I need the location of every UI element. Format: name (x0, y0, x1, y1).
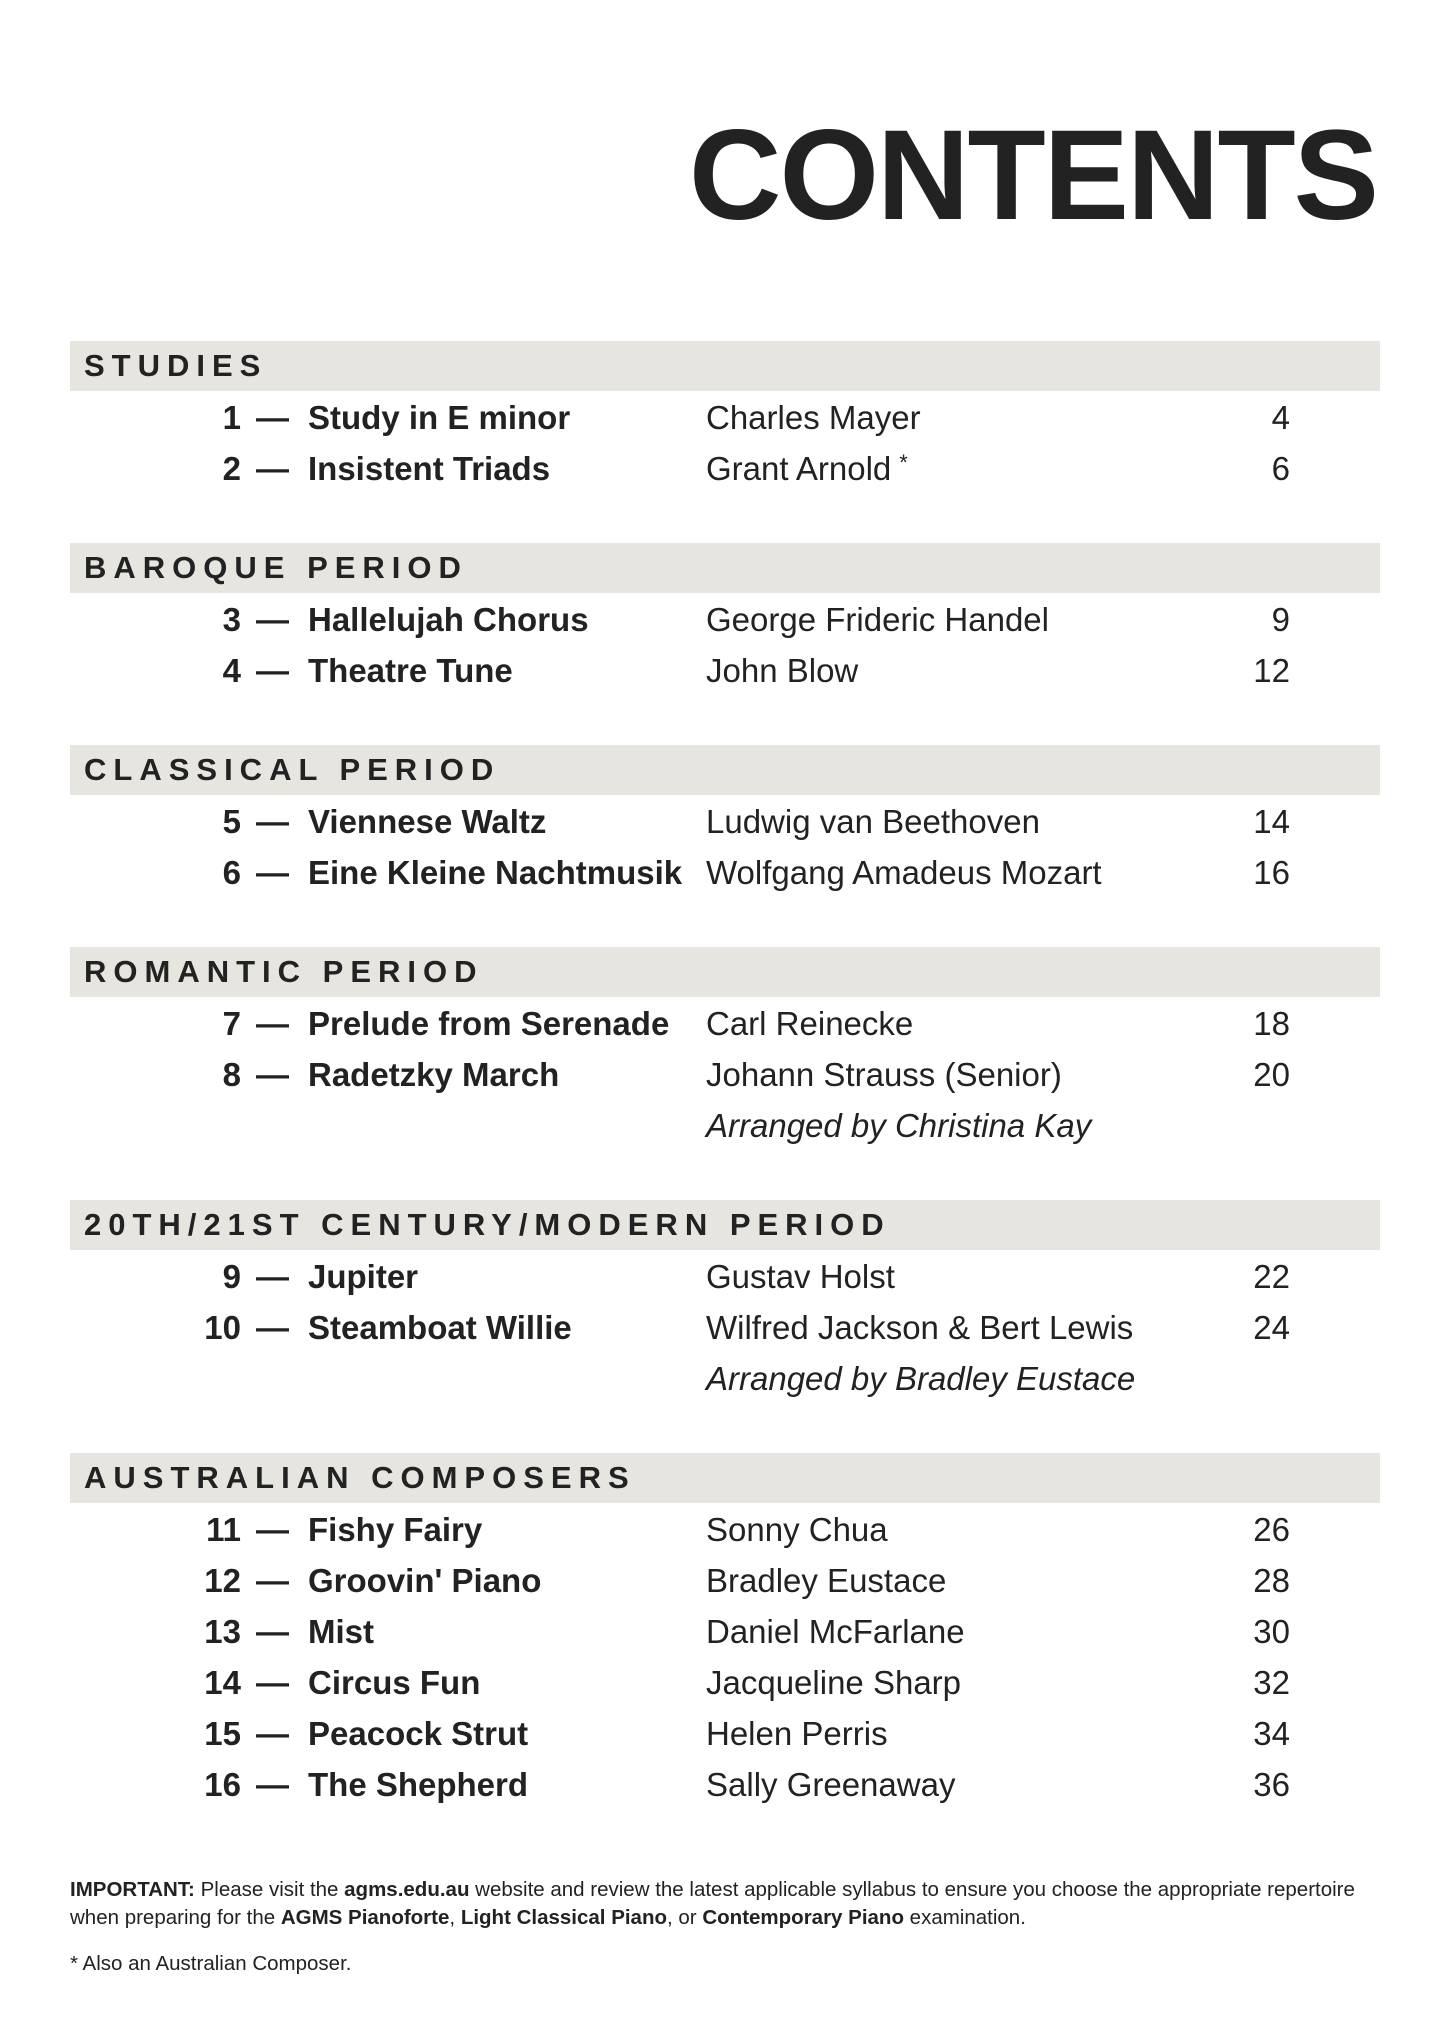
note-text-3: examination. (903, 1906, 1026, 1929)
entry-title: Insistent Triads (308, 450, 551, 487)
entry-dash: — (256, 1562, 289, 1599)
entry-composer (706, 601, 1049, 639)
entry-title: Fishy Fairy (308, 1511, 483, 1548)
entry-title: Steamboat Willie (308, 1309, 572, 1346)
entry-page: 4 (1271, 399, 1290, 436)
entry-dash: — (256, 1005, 289, 1042)
composer-name: John Blow (706, 652, 859, 689)
entry-page: 20 (1253, 1056, 1290, 1093)
note-sep-2: , or (667, 1906, 703, 1929)
exam-pianoforte: AGMS Pianoforte (280, 1906, 450, 1929)
important-note (70, 1876, 1380, 1932)
section-heading: BAROQUE PERIOD (70, 543, 1380, 593)
contents-section (70, 341, 1380, 493)
entry-composer (706, 652, 858, 690)
contents-entry[interactable] (70, 644, 1380, 695)
important-label: IMPORTANT: (70, 1878, 195, 1901)
entry-dash: — (256, 1258, 289, 1295)
entry-composer (706, 1309, 1133, 1347)
contents-section (70, 947, 1380, 1150)
entry-page: 24 (1253, 1309, 1290, 1346)
page-title: CONTENTS (689, 104, 1377, 247)
entry-title: Study in E minor (308, 399, 571, 436)
entry-dash: — (256, 803, 289, 840)
contents-entry[interactable] (70, 1301, 1380, 1352)
entry-page: 9 (1271, 601, 1290, 638)
contents-entry[interactable] (70, 795, 1380, 846)
entry-number: 14 (204, 1664, 241, 1701)
entry-page: 36 (1253, 1766, 1290, 1803)
entry-page: 22 (1253, 1258, 1290, 1295)
entry-composer (706, 854, 1102, 892)
entry-number: 12 (204, 1562, 241, 1599)
section-heading: STUDIES (70, 341, 1380, 391)
entry-title: Mist (308, 1613, 374, 1650)
entry-composer (706, 1664, 961, 1702)
section-heading: 20TH/21ST CENTURY/MODERN PERIOD (70, 1200, 1380, 1250)
entry-number: 10 (204, 1309, 241, 1346)
entry-composer (706, 1258, 895, 1296)
entry-number: 13 (204, 1613, 241, 1650)
composer-name: Wilfred Jackson & Bert Lewis (706, 1309, 1134, 1346)
entry-title: Circus Fun (308, 1664, 481, 1701)
contents-entry[interactable] (70, 1048, 1380, 1099)
entry-number: 6 (222, 854, 241, 891)
section-heading: ROMANTIC PERIOD (70, 947, 1380, 997)
note-text-2: website and review the latest applicable syllabus to ensure you choose the appropriate repertoire when preparing for the (70, 1878, 1355, 1929)
entry-page: 34 (1253, 1715, 1290, 1752)
contents-entry[interactable] (70, 391, 1380, 442)
entry-dash: — (256, 1309, 289, 1346)
entry-composer (706, 803, 1040, 841)
composer-name: Ludwig van Beethoven (706, 803, 1040, 840)
contents-entry[interactable] (70, 1707, 1380, 1758)
exam-contemporary: Contemporary Piano (702, 1906, 904, 1929)
contents-entry[interactable] (70, 1758, 1380, 1809)
entry-number: 4 (222, 652, 241, 689)
entry-dash: — (256, 1664, 289, 1701)
entry-composer (706, 1613, 965, 1651)
composer-name: Grant Arnold (706, 450, 892, 487)
composer-name: George Frideric Handel (706, 601, 1049, 638)
entry-page: 18 (1253, 1005, 1290, 1042)
entry-composer (706, 1715, 888, 1753)
contents-entry[interactable] (70, 1605, 1380, 1656)
entry-title: Hallelujah Chorus (308, 601, 589, 638)
arranger-row (70, 1352, 1380, 1403)
entry-number: 9 (222, 1258, 241, 1295)
entry-title: Jupiter (308, 1258, 419, 1295)
composer-name: Carl Reinecke (706, 1005, 914, 1042)
contents-entry[interactable] (70, 1250, 1380, 1301)
entry-composer (706, 450, 908, 488)
contents-list (70, 341, 1380, 1859)
entry-page: 16 (1253, 854, 1290, 891)
composer-name: Sonny Chua (706, 1511, 888, 1548)
exam-light-classical: Light Classical Piano (460, 1906, 668, 1929)
entry-number: 16 (204, 1766, 241, 1803)
entry-dash: — (256, 1715, 289, 1752)
contents-entry[interactable] (70, 1656, 1380, 1707)
entry-dash: — (256, 854, 289, 891)
entry-number: 5 (222, 803, 241, 840)
entry-number: 1 (222, 399, 241, 436)
entry-dash: — (256, 399, 289, 436)
entry-title: Groovin' Piano (308, 1562, 542, 1599)
entry-title: Theatre Tune (308, 652, 513, 689)
composer-name: Wolfgang Amadeus Mozart (706, 854, 1102, 891)
contents-entry[interactable] (70, 846, 1380, 897)
entry-number: 8 (222, 1056, 241, 1093)
entry-number: 15 (204, 1715, 241, 1752)
entry-dash: — (256, 1766, 289, 1803)
entry-composer (706, 1056, 1062, 1094)
contents-section (70, 1200, 1380, 1403)
entry-page: 14 (1253, 803, 1290, 840)
entry-page: 26 (1253, 1511, 1290, 1548)
contents-section (70, 745, 1380, 897)
composer-name: Helen Perris (706, 1715, 888, 1752)
entry-number: 11 (206, 1511, 241, 1548)
composer-name: Johann Strauss (Senior) (706, 1056, 1062, 1093)
arranger-row (70, 1099, 1380, 1150)
entry-title: Peacock Strut (308, 1715, 529, 1752)
entry-page: 12 (1253, 652, 1290, 689)
entry-title: The Shepherd (308, 1766, 529, 1803)
entry-title: Prelude from Serenade (308, 1005, 670, 1042)
entry-composer (706, 1005, 913, 1043)
entry-composer (706, 1562, 946, 1600)
note-sep-1: , (449, 1906, 461, 1929)
entry-number: 7 (222, 1005, 241, 1042)
entry-page: 28 (1253, 1562, 1290, 1599)
entry-dash: — (256, 1056, 289, 1093)
entry-composer (706, 399, 921, 437)
note-text-1: Please visit the (194, 1878, 345, 1901)
contents-section (70, 1453, 1380, 1809)
contents-entry[interactable] (70, 997, 1380, 1048)
footnote: * Also an Australian Composer. (70, 1952, 352, 1975)
section-heading: AUSTRALIAN COMPOSERS (70, 1453, 1380, 1503)
entry-title: Eine Kleine Nachtmusik (308, 854, 683, 891)
contents-entry[interactable] (70, 442, 1380, 493)
composer-name: Bradley Eustace (706, 1562, 947, 1599)
entry-dash: — (256, 652, 289, 689)
composer-name: Sally Greenaway (706, 1766, 956, 1803)
composer-name: Jacqueline Sharp (706, 1664, 962, 1701)
composer-name: Daniel McFarlane (706, 1613, 965, 1650)
contents-entry[interactable] (70, 1554, 1380, 1605)
entry-page: 6 (1271, 450, 1290, 487)
contents-entry[interactable] (70, 593, 1380, 644)
entry-dash: — (256, 1613, 289, 1650)
section-heading: CLASSICAL PERIOD (70, 745, 1380, 795)
composer-name: Charles Mayer (706, 399, 921, 436)
composer-asterisk: * (899, 450, 908, 475)
entry-composer (706, 1511, 888, 1549)
entry-page: 32 (1253, 1664, 1290, 1701)
entry-number: 3 (222, 601, 241, 638)
website-link[interactable]: agms.edu.au (344, 1878, 470, 1901)
entry-title: Viennese Waltz (308, 803, 547, 840)
composer-name: Gustav Holst (706, 1258, 895, 1295)
contents-section (70, 543, 1380, 695)
entry-dash: — (256, 1511, 289, 1548)
contents-entry[interactable] (70, 1503, 1380, 1554)
entry-arranger: Arranged by Bradley Eustace (706, 1360, 1136, 1397)
entry-dash: — (256, 450, 289, 487)
entry-arranger: Arranged by Christina Kay (706, 1107, 1092, 1144)
entry-title: Radetzky March (308, 1056, 560, 1093)
entry-number: 2 (222, 450, 241, 487)
entry-dash: — (256, 601, 289, 638)
entry-page: 30 (1253, 1613, 1290, 1650)
entry-composer (706, 1766, 955, 1804)
